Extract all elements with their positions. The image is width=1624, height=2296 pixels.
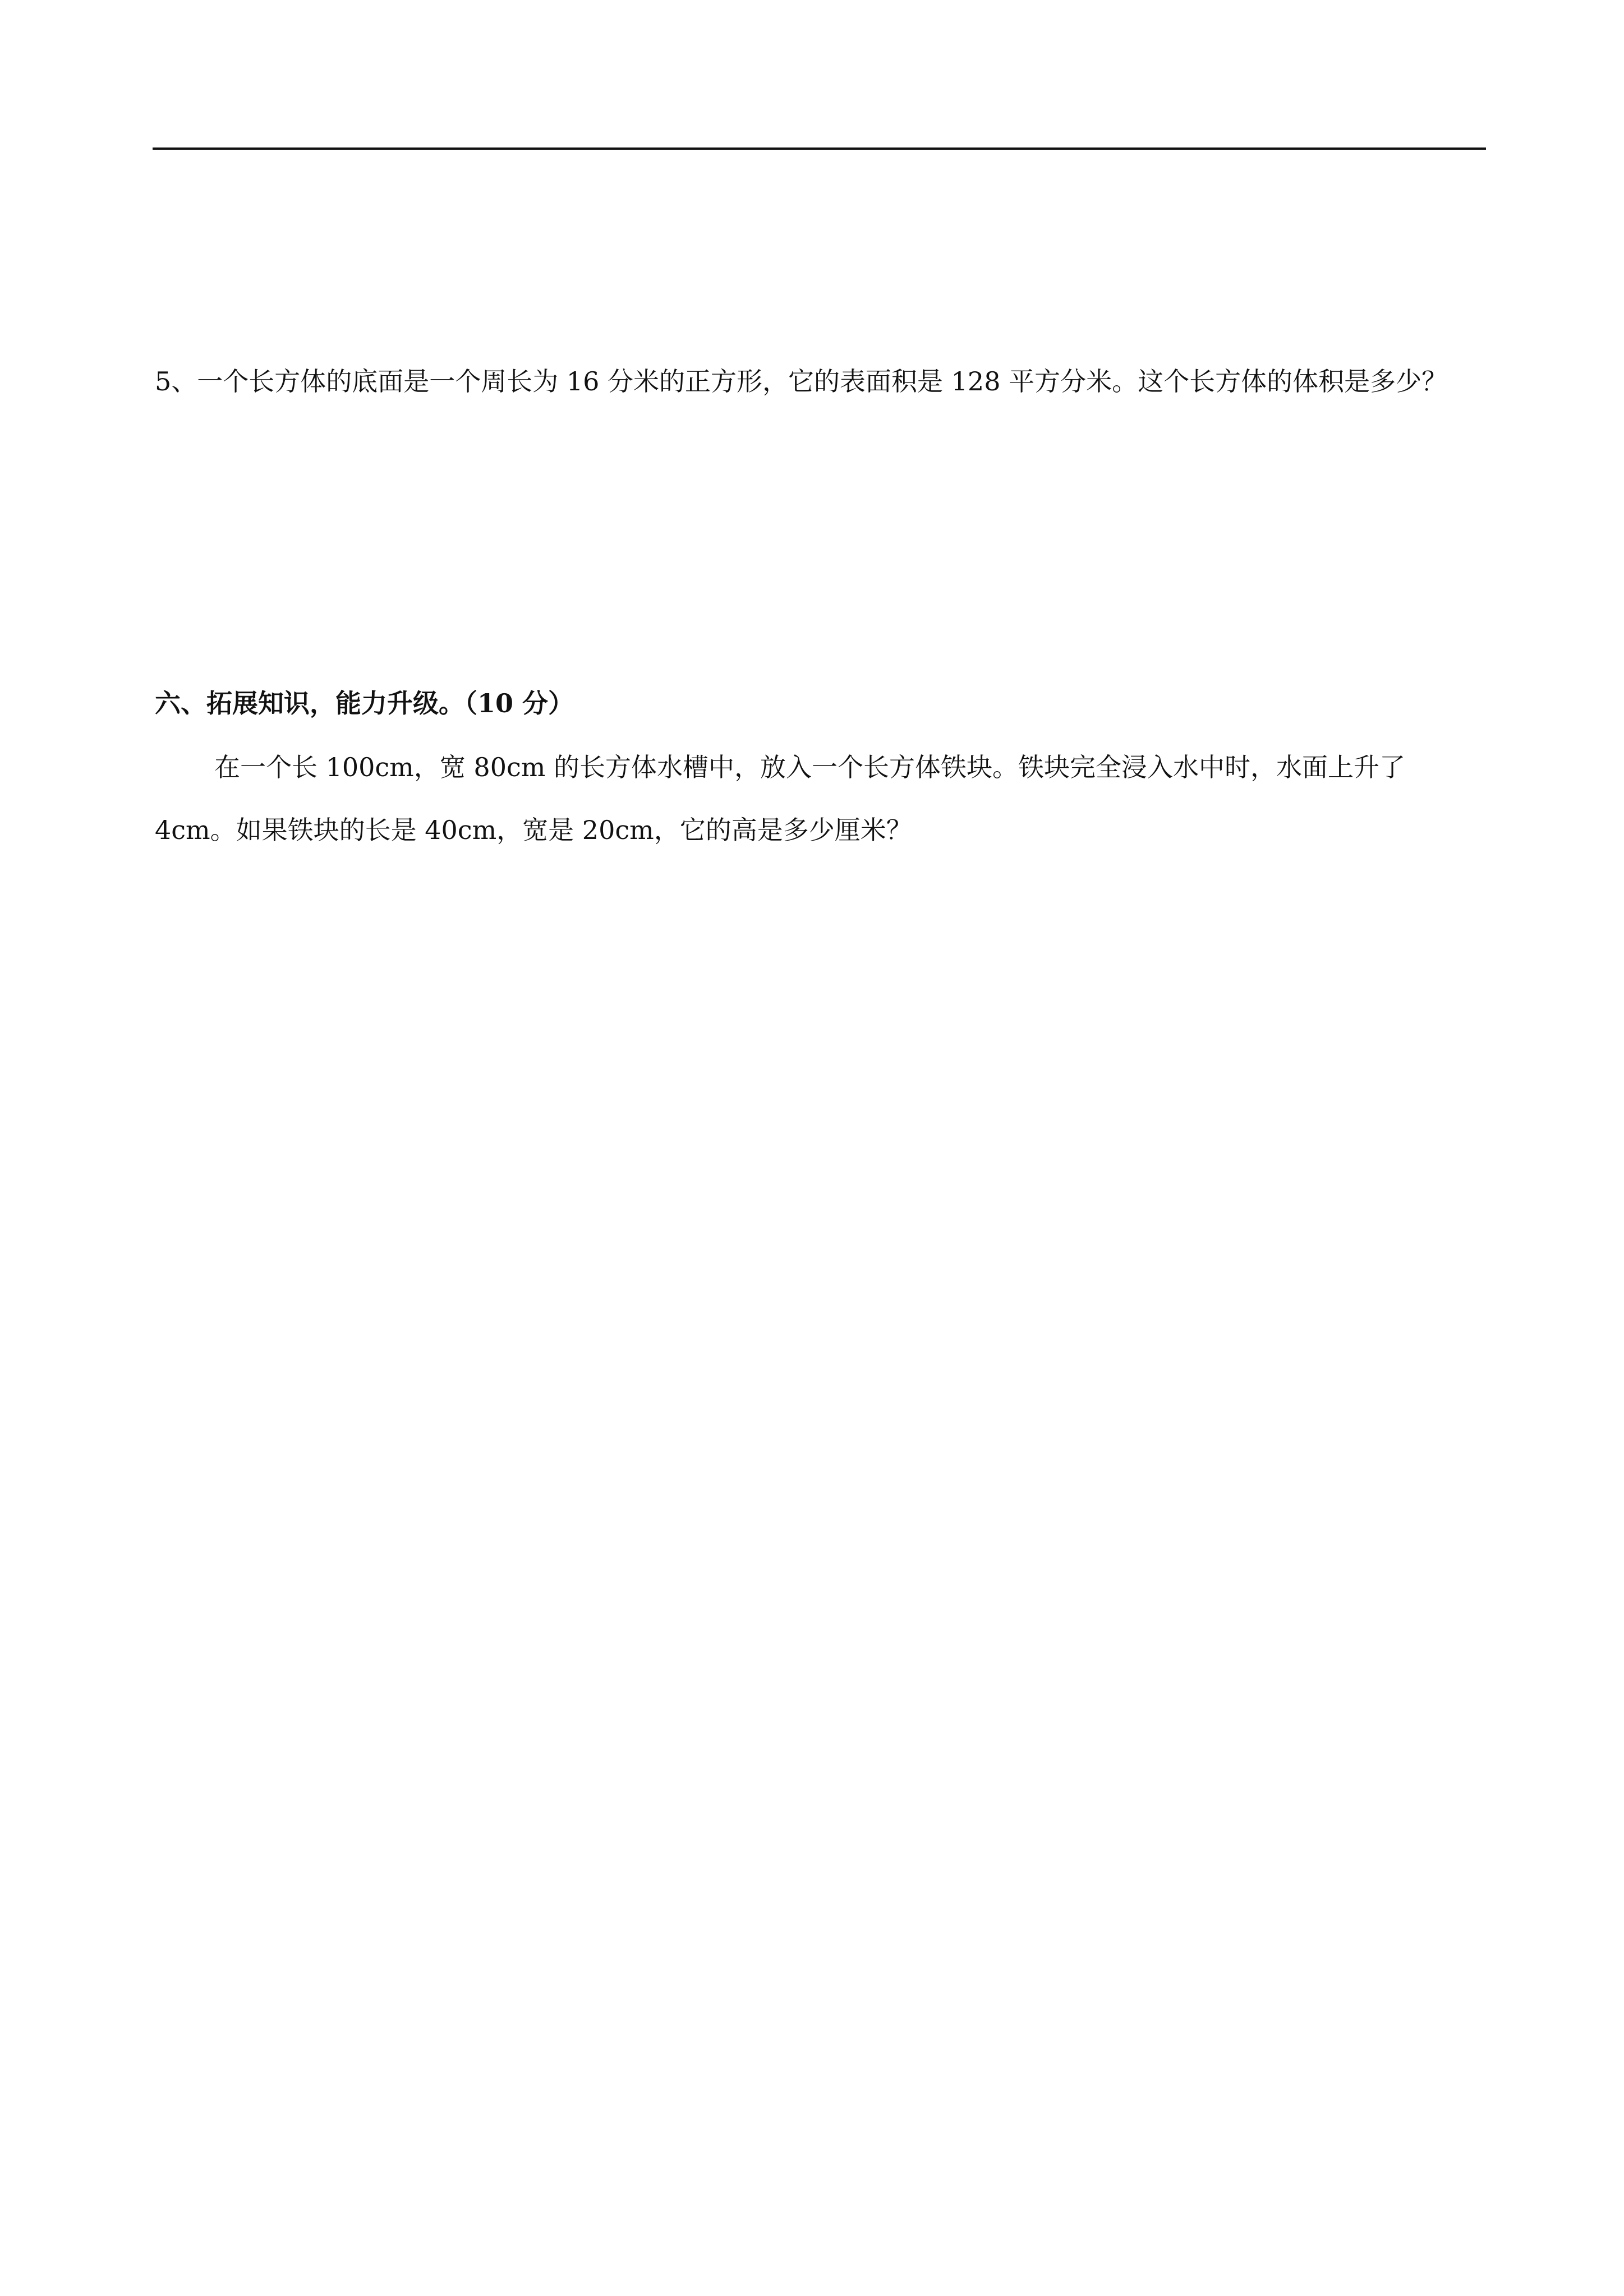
section-6-question-text: 在一个长 100cm，宽 80cm 的长方体水槽中，放入一个长方体铁块。铁块完全浸入水中时，水面上升了 4cm。如果铁块的长是 40cm，宽是 20cm，它的高是多少厘米？ [155,752,1414,845]
question-5-text: 5、一个长方体的底面是一个周长为 16 分米的正方形，它的表面积是 128 平方分米。这个长方体的体积是多少？ [155,366,1448,397]
section-6-title: 六、拓展知识，能力升级。（10 分） [155,688,574,718]
header-rule [153,147,1486,150]
